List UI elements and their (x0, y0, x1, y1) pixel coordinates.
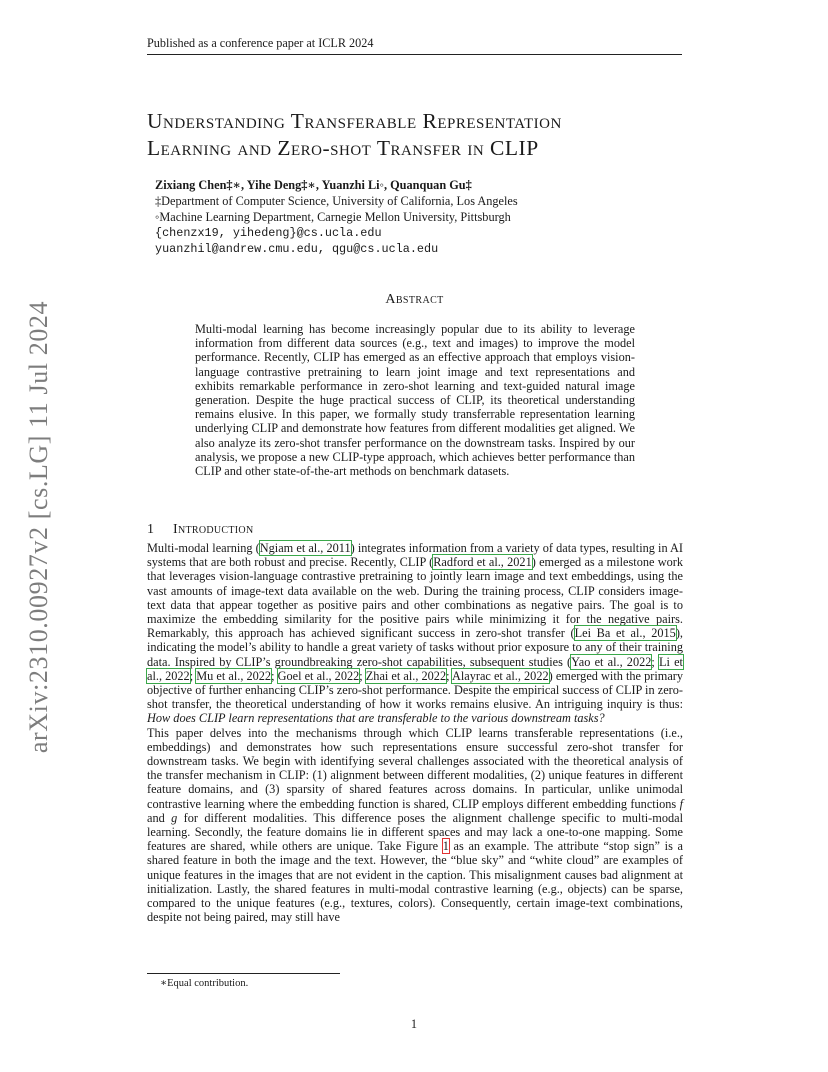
footnote-equal-contribution: ∗Equal contribution. (160, 978, 249, 989)
citation-link-ngiam[interactable]: Ngiam et al., 2011 (259, 541, 351, 555)
math-f: f (679, 796, 683, 811)
text-run: as an example. The attribute “stop sign” is a shared feature in both the image and the text. However, the “blue sky” and “white cloud” are examples of unique features in the images that are not evident in the caption. This misalignment causes bad alignment at initialization. Lastly, the shared features in multi-modal contrastive learning (e.g., objects) can be sparse, compared to the unique features (e.g., textures, colors). Consequently, certain image-text combinations, despite not being paired, may still have (147, 839, 683, 925)
arxiv-identifier-stamp[interactable] (19, 296, 59, 758)
arxiv-identifier-text: arXiv:2310.00927v2 [cs.LG] 11 Jul 2024 (24, 300, 54, 754)
author-emails-1: {chenzx19, yihedeng}@cs.ucla.edu (155, 226, 382, 240)
text-run: and (147, 810, 172, 825)
math-g: g (171, 810, 178, 825)
introduction-body (147, 541, 683, 924)
intro-paragraph-2 (147, 726, 683, 925)
text-run: ; (359, 668, 366, 683)
citation-link-zhai[interactable]: Zhai et al., 2022 (365, 668, 447, 683)
citation-link-mu[interactable]: Mu et al., 2022 (196, 668, 272, 683)
title-line-1: Understanding Transferable Representation (147, 109, 562, 133)
section-title: Introduction (173, 522, 254, 537)
text-run: ), indicating the model’s ability to handle a great variety of tasks without prior exposure to any of their training data. Inspired by CLIP’s groundbreaking zero-shot capabilities, subsequent studies ( (147, 626, 683, 669)
citation-link-alayrac[interactable]: Alayrac et al., 2022 (451, 668, 549, 683)
affiliation-cmu: ◦Machine Learning Department, Carnegie Mellon University, Pittsburgh (155, 210, 511, 224)
section-heading-introduction (147, 522, 682, 538)
abstract-heading: Abstract (385, 292, 444, 307)
citation-link-goel[interactable]: Goel et al., 2022 (277, 668, 360, 683)
running-header: Published as a conference paper at ICLR 2024 (147, 36, 682, 55)
title-line-2: Learning and Zero-shot Transfer in CLIP (147, 135, 539, 160)
author-block (155, 177, 675, 257)
text-run: ; (271, 668, 278, 683)
affiliation-ucla: ‡Department of Computer Science, University of California, Los Angeles (155, 194, 518, 208)
research-question: How does CLIP learn representations that are transferable to the various downstream tasks? (147, 711, 605, 726)
text-run: ) emerged with the primary objective of further enhancing CLIP’s zero-shot performance. Despite the empirical success of CLIP in zero-shot transfer, the theoretical understanding of how it works remains elusive. An intriguing inquiry is thus: (147, 668, 684, 712)
text-run: This paper delves into the mechanisms through which CLIP learns transferable representations (i.e., embeddings) and demonstrates how such representations ensure successful zero-shot transfer for downstream tasks. We begin with identifying several challenges associated with the theoretical analysis of the transfer mechanism in CLIP: (1) alignment between different modalities, (2) unique features in different feature domains, and (3) sparsity of shared features across domains. In particular, unlike unimodal contrastive learning where the embedding function is shared, CLIP employs different embedding functions (147, 725, 683, 811)
paper-title (147, 108, 707, 161)
text-run: ) integrates information from a variety of data types, resulting in AI systems that are both robust and precise. Recently, CLIP ( (147, 541, 684, 570)
section-number: 1 (147, 522, 155, 537)
footnote-rule (147, 973, 340, 974)
text-run: ) emerged as a milestone work that leverages vision-language contrastive pretraining to jointly learn image and text embeddings, using the vast amounts of image-text data available on the web. During the training process, CLIP considers image-text data that appear together as positive pairs and other combinations as negative pairs. The goal is to maximize the embedding similarity for the positive pairs while minimizing it for the negative pairs. Remarkably, this approach has achieved significant success in zero-shot transfer ( (147, 555, 683, 641)
author-names: Zixiang Chen‡∗, Yihe Deng‡∗, Yuanzhi Li◦, Quanquan Gu‡ (155, 178, 472, 192)
citation-link-radford[interactable]: Radford et al., 2021 (433, 555, 532, 570)
page-number: 1 (410, 1017, 418, 1031)
text-run: ; (189, 668, 197, 683)
text-run: ; (446, 668, 452, 683)
figure-1-link[interactable]: 1 (442, 839, 449, 854)
author-emails-2: yuanzhil@andrew.cmu.edu, qgu@cs.ucla.edu (155, 242, 439, 256)
abstract-body: Multi-modal learning has become increasingly popular due to its ability to leverage information from different data sources (e.g., text and images) to improve the model performance. Recently, CLIP has emerged as an effective approach that employs vision-language contrastive pretraining to learn joint image and text representations and exhibits remarkable performance in zero-shot learning and text-guided natural image generation. Despite the huge practical success of CLIP, its theoretical understanding remains elusive. In this paper, we formally study transferrable representation learning underlying CLIP and demonstrate how features from different modalities get aligned. We also analyze its zero-shot transfer performance on the downstream tasks. Inspired by our analysis, we propose a new CLIP-type approach, which achieves better performance than CLIP and other state-of-the-art methods on benchmark datasets. (195, 322, 635, 479)
citation-link-li[interactable]: Li et al., 2022 (147, 654, 683, 683)
intro-paragraph-1 (147, 541, 683, 726)
citation-link-yao[interactable]: Yao et al., 2022 (571, 654, 652, 669)
citation-link-leiba[interactable]: Lei Ba et al., 2015 (574, 626, 676, 641)
text-run: ; (651, 654, 659, 669)
text-run: Multi-modal learning ( (147, 541, 260, 555)
text-run: for different modalities. This difference poses the alignment challenge specific to multi-modal learning. Secondly, the feature domains lie in different spaces and may lack a one-to-one mapping. Some features are shared, while others are unique. Take Figure (147, 810, 683, 854)
